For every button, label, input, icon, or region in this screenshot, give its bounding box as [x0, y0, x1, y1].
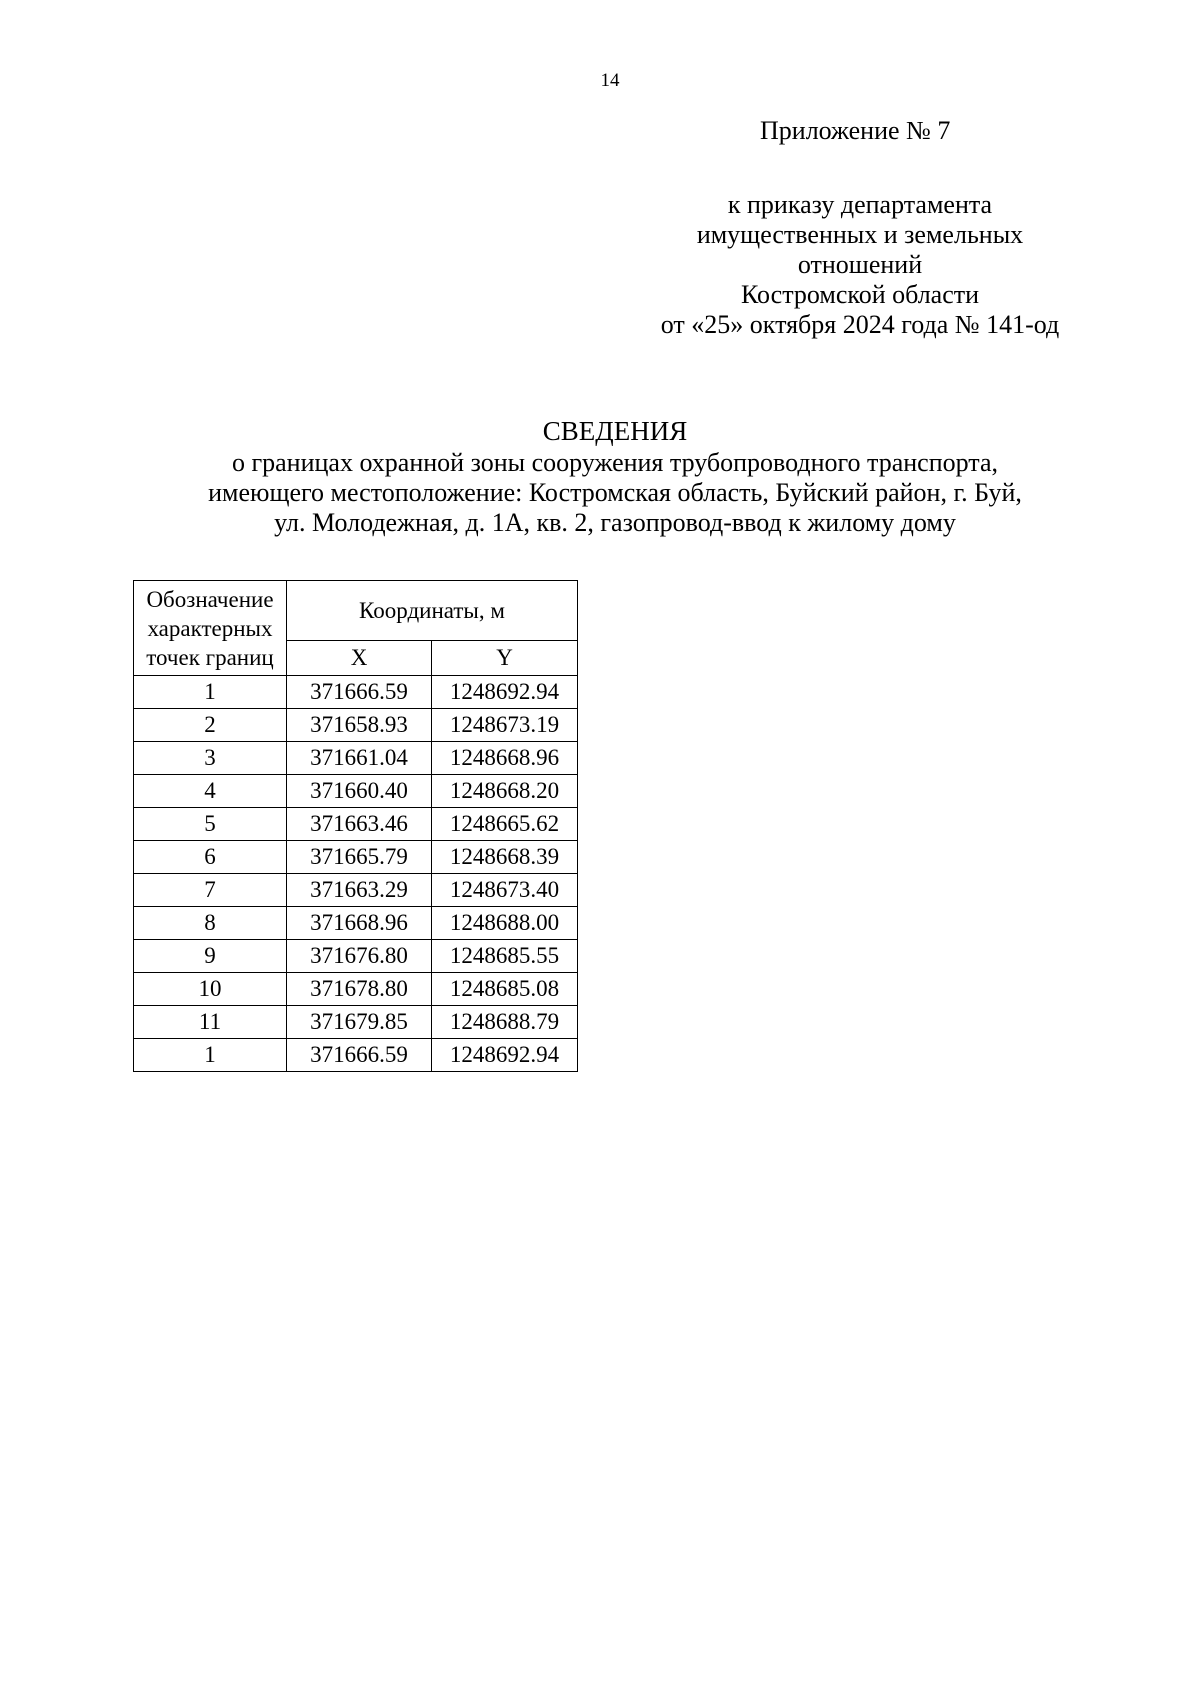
y-cell: 1248685.55 — [432, 940, 578, 973]
heading-line: ул. Молодежная, д. 1А, кв. 2, газопровод-ввод к жилому дому — [274, 508, 956, 537]
x-cell: 371678.80 — [287, 973, 432, 1006]
table-row — [134, 874, 578, 907]
x-cell: 371663.46 — [287, 808, 432, 841]
table-row — [134, 709, 578, 742]
x-cell: 371661.04 — [287, 742, 432, 775]
heading-line: имеющего местоположение: Костромская область, Буйский район, г. Буй, — [208, 478, 1022, 507]
x-cell: 371658.93 — [287, 709, 432, 742]
order-line: от «25» октября 2024 года № 141-од — [660, 310, 1060, 339]
point-header-line: Обозначение — [146, 586, 274, 612]
point-cell: 2 — [134, 709, 287, 742]
table-row — [134, 676, 578, 709]
point-cell: 4 — [134, 775, 287, 808]
order-line: отношений — [797, 250, 923, 279]
order-line: к приказу департамента — [727, 190, 993, 219]
y-cell: 1248668.20 — [432, 775, 578, 808]
order-line: имущественных и земельных — [696, 220, 1024, 249]
point-header-line: характерных — [147, 615, 273, 641]
y-cell: 1248692.94 — [432, 1039, 578, 1072]
document-heading — [60, 416, 1170, 538]
x-cell: 371666.59 — [287, 1039, 432, 1072]
y-cell: 1248692.94 — [432, 676, 578, 709]
y-cell: 1248673.19 — [432, 709, 578, 742]
y-cell: 1248685.08 — [432, 973, 578, 1006]
x-cell: 371668.96 — [287, 907, 432, 940]
x-cell: 371665.79 — [287, 841, 432, 874]
table-row — [134, 1039, 578, 1072]
point-cell: 5 — [134, 808, 287, 841]
table-row — [134, 775, 578, 808]
y-cell: 1248688.79 — [432, 1006, 578, 1039]
table-row — [134, 973, 578, 1006]
y-column-header: Y — [432, 641, 578, 676]
point-cell: 3 — [134, 742, 287, 775]
x-cell: 371666.59 — [287, 676, 432, 709]
y-cell: 1248688.00 — [432, 907, 578, 940]
point-cell: 1 — [134, 676, 287, 709]
y-cell: 1248668.39 — [432, 841, 578, 874]
y-cell: 1248665.62 — [432, 808, 578, 841]
table-row — [134, 940, 578, 973]
appendix-title: Приложение № 7 — [760, 116, 951, 145]
point-cell: 8 — [134, 907, 287, 940]
order-reference — [600, 190, 1120, 340]
table-row — [134, 1006, 578, 1039]
point-cell: 6 — [134, 841, 287, 874]
table-row — [134, 742, 578, 775]
order-line: Костромской области — [740, 280, 980, 309]
document-title: СВЕДЕНИЯ — [542, 416, 688, 446]
y-cell: 1248673.40 — [432, 874, 578, 907]
point-cell: 1 — [134, 1039, 287, 1072]
x-cell: 371663.29 — [287, 874, 432, 907]
x-column-header: X — [287, 641, 432, 676]
heading-line: о границах охранной зоны сооружения трубопроводного транспорта, — [231, 448, 999, 477]
point-column-header — [134, 581, 287, 676]
point-cell: 7 — [134, 874, 287, 907]
point-cell: 11 — [134, 1006, 287, 1039]
point-cell: 10 — [134, 973, 287, 1006]
page-number: 14 — [600, 70, 620, 91]
coordinates-header: Координаты, м — [287, 581, 578, 641]
x-cell: 371676.80 — [287, 940, 432, 973]
x-cell: 371679.85 — [287, 1006, 432, 1039]
x-cell: 371660.40 — [287, 775, 432, 808]
point-header-line: точек границ — [146, 644, 274, 670]
coordinates-table — [133, 580, 578, 1072]
table-row — [134, 841, 578, 874]
point-cell: 9 — [134, 940, 287, 973]
y-cell: 1248668.96 — [432, 742, 578, 775]
table-row — [134, 907, 578, 940]
table-row — [134, 808, 578, 841]
